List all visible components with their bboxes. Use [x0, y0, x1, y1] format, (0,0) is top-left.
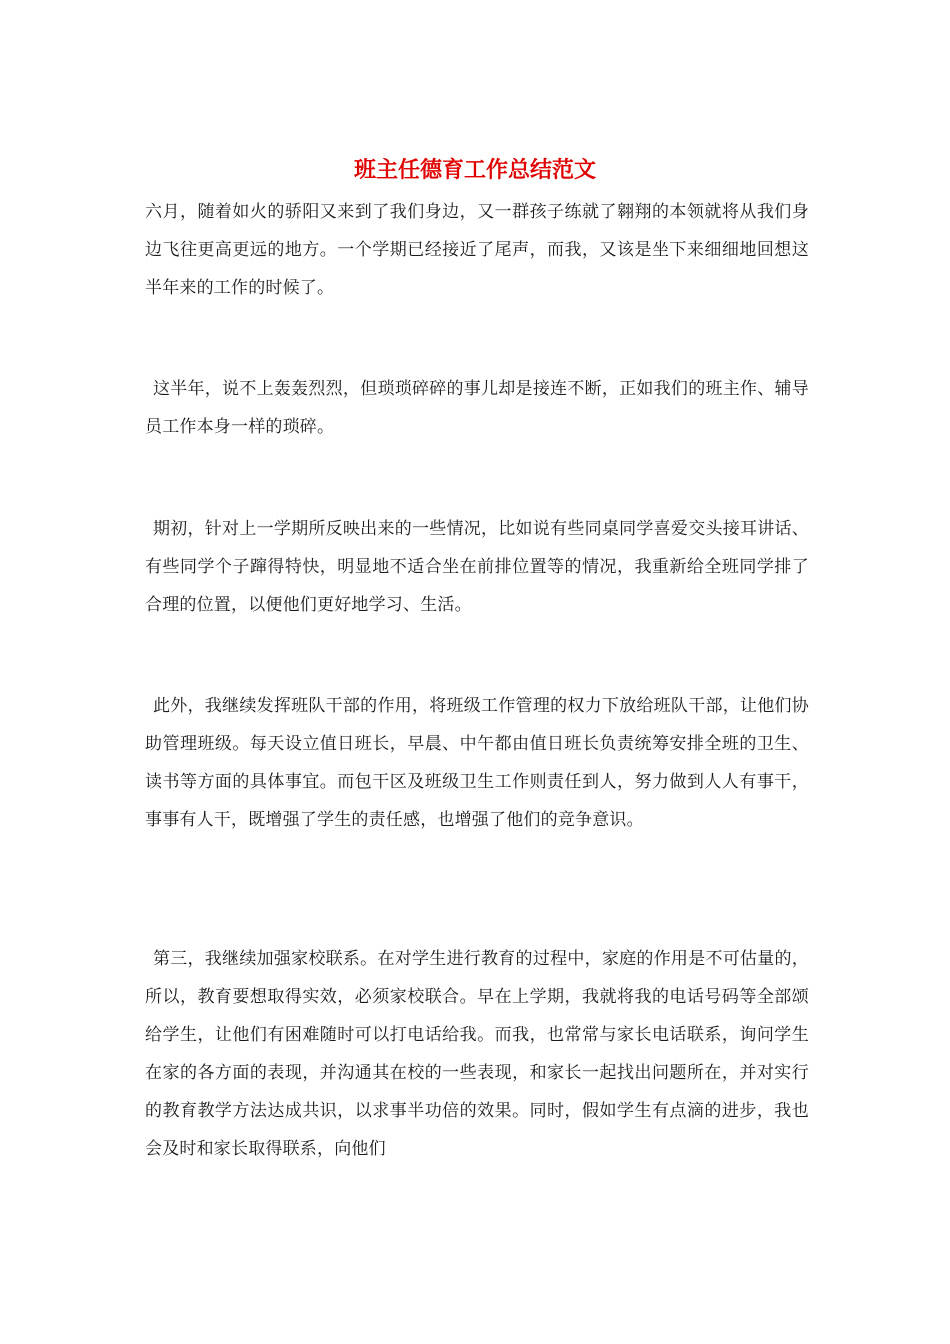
paragraph-4: 此外，我继续发挥班队干部的作用，将班级工作管理的权力下放给班队干部，让他们协助管理班级。每天设立值日班长，早晨、中午都由值日班长负责统筹安排全班的卫生、读书等方面的具体事宜。而包干区及班级卫生工作则责任到人，努力做到人人有事干，事事有人干，既增强了学生的责任感，也增强了他们的竞争意识。 — [145, 696, 809, 830]
document-title: 班主任德育工作总结范文 — [353, 157, 596, 183]
paragraph-3: 期初，针对上一学期所反映出来的一些情况，比如说有些同桌同学喜爱交头接耳讲话、有些同学个子蹿得特快，明显地不适合坐在前排位置等的情况，我重新给全班同学排了合理的位置，以便他们更好地学习、生活。 — [145, 519, 809, 615]
paragraph-2: 这半年，说不上轰轰烈烈，但琐琐碎碎的事儿却是接连不断，正如我们的班主作、辅导员工作本身一样的琐碎。 — [145, 379, 809, 437]
paragraph-5: 第三，我继续加强家校联系。在对学生进行教育的过程中，家庭的作用是不可估量的，所以，教育要想取得实效，必须家校联合。早在上学期，我就将我的电话号码等全部颂给学生，让他们有困难随时可以打电话给我。而我，也常常与家长电话联系，询问学生在家的各方面的表现，并沟通其在校的一些表现，和家长一起找出问题所在，并对实行的教育教学方法达成共识，以求事半功倍的效果。同时，假如学生有点滴的进步，我也会及时和家长取得联系，向他们 — [145, 949, 809, 1159]
paragraph-1: 六月，随着如火的骄阳又来到了我们身边，又一群孩子练就了翱翔的本领就将从我们身边飞往更高更远的地方。一个学期已经接近了尾声，而我，又该是坐下来细细地回想这半年来的工作的时候了。 — [145, 202, 809, 298]
